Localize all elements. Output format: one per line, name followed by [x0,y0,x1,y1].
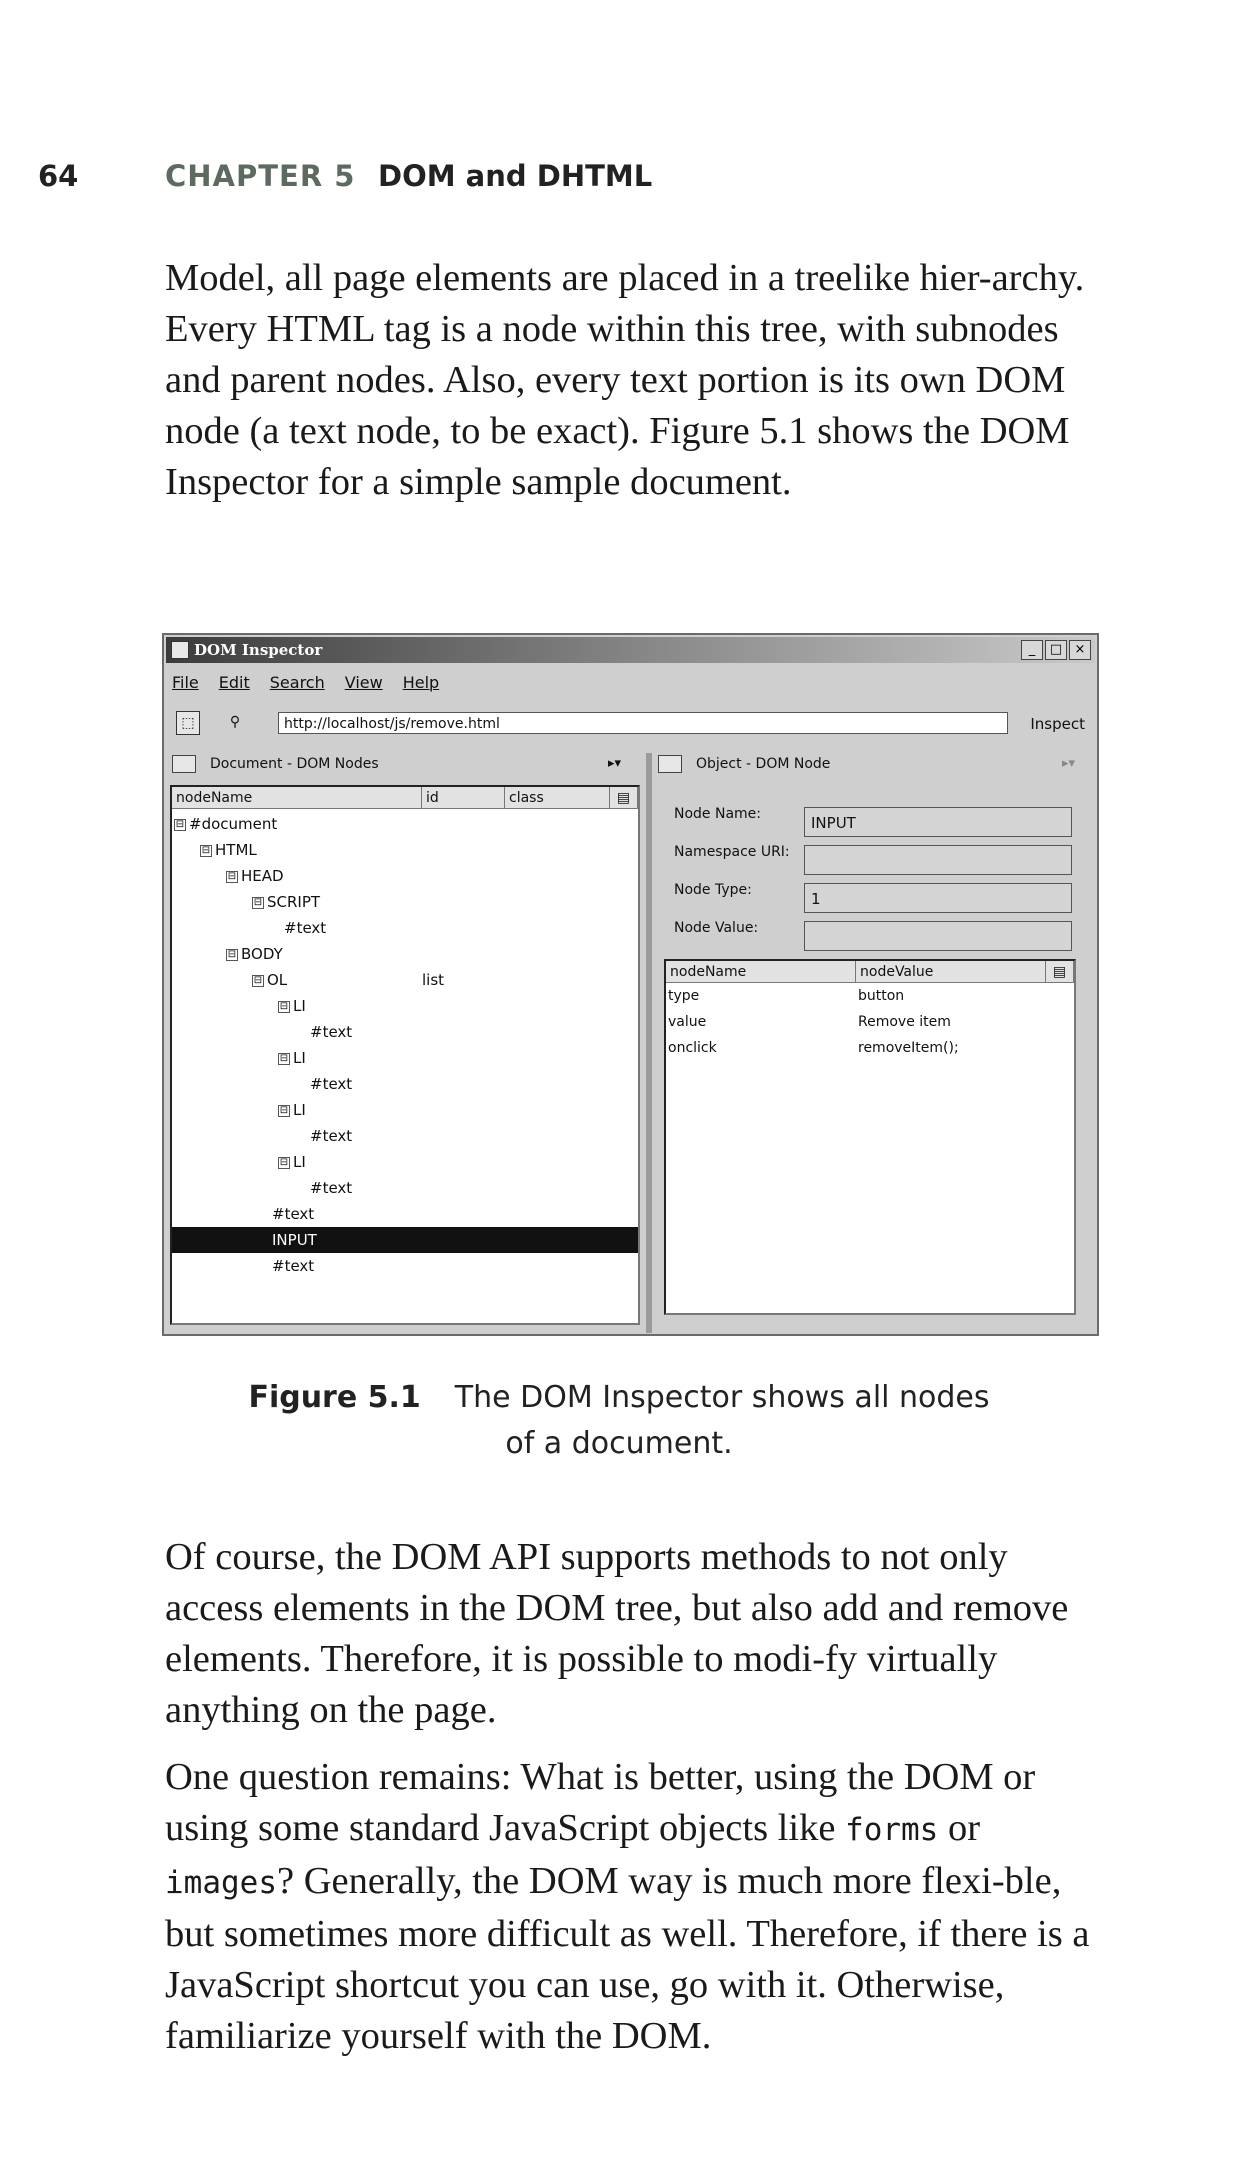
menu-bar [172,673,439,692]
tree-node: #text [310,1075,353,1093]
maximize-icon: □ [1045,640,1067,660]
tree-node: ⊟ OL [253,971,288,989]
tree-node: ⊟ HTML [201,841,257,859]
col-nodename: nodeName [172,787,422,809]
pane-arrow-icon: ▸▾ [1062,756,1076,771]
node-value-field [804,921,1072,951]
app-icon [171,641,189,659]
tree-node: #text [310,1179,353,1197]
col-attr-value: nodeValue [856,961,1046,983]
node-value-label: Node Value: [674,920,759,936]
attr-value: Remove item [858,1014,951,1030]
caption-line-1: The DOM Inspector shows all nodes [454,1380,990,1415]
col-class: class [505,787,610,809]
attr-name: value [668,1014,707,1030]
selected-row-highlight [172,1227,638,1253]
pane-menu-icon [172,755,196,773]
tree-node-id: list [422,971,445,989]
column-picker-icon: ▤ [610,787,638,809]
tree-node: #text [272,1257,315,1275]
left-pane-title: Document - DOM Nodes [210,756,379,772]
menu-help: Help [402,673,440,692]
page-number: 64 [38,159,79,193]
code-images: images [165,1865,277,1901]
node-name-field: INPUT [804,807,1072,837]
binoculars-icon: ⚲ [229,714,241,730]
menu-view: View [344,673,383,692]
figure-caption [0,1375,1238,1467]
attr-name: onclick [668,1040,717,1056]
window-title: DOM Inspector [194,641,323,659]
attributes-list [664,959,1076,1315]
tree-node: ⊟ #document [175,815,278,833]
window-titlebar [166,637,1095,663]
namespace-field [804,845,1072,875]
col-attr-name: nodeName [666,961,856,983]
tree-node: ⊟ BODY [227,945,283,963]
right-pane-title: Object - DOM Node [696,756,831,772]
namespace-label: Namespace URI: [674,844,790,860]
col-id: id [422,787,505,809]
select-element-icon: ⬚ [176,711,200,735]
pane-arrow-icon: ▸▾ [608,756,622,771]
url-field: http://localhost/js/remove.html [278,712,1008,734]
inspect-button: Inspect [1030,715,1085,733]
figure-label: Figure 5.1 [248,1380,421,1415]
node-type-label: Node Type: [674,882,752,898]
chapter-label: CHAPTER 5 [165,159,356,193]
tree-node: #text [310,1023,353,1041]
tree-node: #text [310,1127,353,1145]
attr-name: type [668,988,700,1004]
paragraph-dom-api: Of course, the DOM API supports methods to not only access elements in the DOM tree, but also add and remove elements. Therefore, it is possible to modi-fy virtually anything on the page. [165,1536,1069,1731]
tree-node: ⊟ SCRIPT [253,893,321,911]
toolbar [166,705,1095,741]
tree-node: #text [284,919,327,937]
node-type-field: 1 [804,883,1072,913]
node-name-label: Node Name: [674,806,762,822]
paragraph-question: One question remains: What is better, using the DOM or using some standard JavaScript objects like forms or images? Generally, the DOM way is much more flexi-ble, but sometimes more difficult as well. Therefore, if there is a JavaScript shortcut you can use, go with it. Otherwise, familiarize yourself with the DOM. [165,1756,1090,2057]
minimize-icon: _ [1021,640,1043,660]
tree-node: ⊟ HEAD [227,867,284,885]
attr-value: removeItem(); [858,1040,959,1056]
running-header [0,155,1238,195]
chapter-title: DOM and DHTML [378,159,653,193]
menu-edit: Edit [218,673,250,692]
tree-node: ⊟ LI [279,1153,306,1171]
left-pane-header [172,755,379,781]
pane-menu-icon [658,755,682,773]
attr-value: button [858,988,905,1004]
tree-node: ⊟ LI [279,1049,306,1067]
tree-node: #text [272,1205,315,1223]
menu-search: Search [269,673,325,692]
tree-node: ⊟ LI [279,1101,306,1119]
code-forms: forms [845,1812,939,1848]
close-icon: × [1069,640,1091,660]
tree-node-selected: INPUT [272,1231,317,1249]
tree-node: ⊟ LI [279,997,306,1015]
pane-splitter [646,753,652,1333]
paragraph-intro: Model, all page elements are placed in a treelike hier-archy. Every HTML tag is a node within this tree, with subnodes and parent nodes. Also, every text portion is its own DOM node (a text node, to be exact). Figure 5.1 shows the DOM Inspector for a simple sample document. [165,257,1085,503]
menu-file: File [172,673,199,692]
right-pane-header [658,755,830,781]
dom-tree [170,785,640,1325]
dom-inspector-screenshot [162,633,1099,1336]
caption-line-2: of a document. [505,1426,733,1461]
column-picker-icon: ▤ [1046,961,1074,983]
